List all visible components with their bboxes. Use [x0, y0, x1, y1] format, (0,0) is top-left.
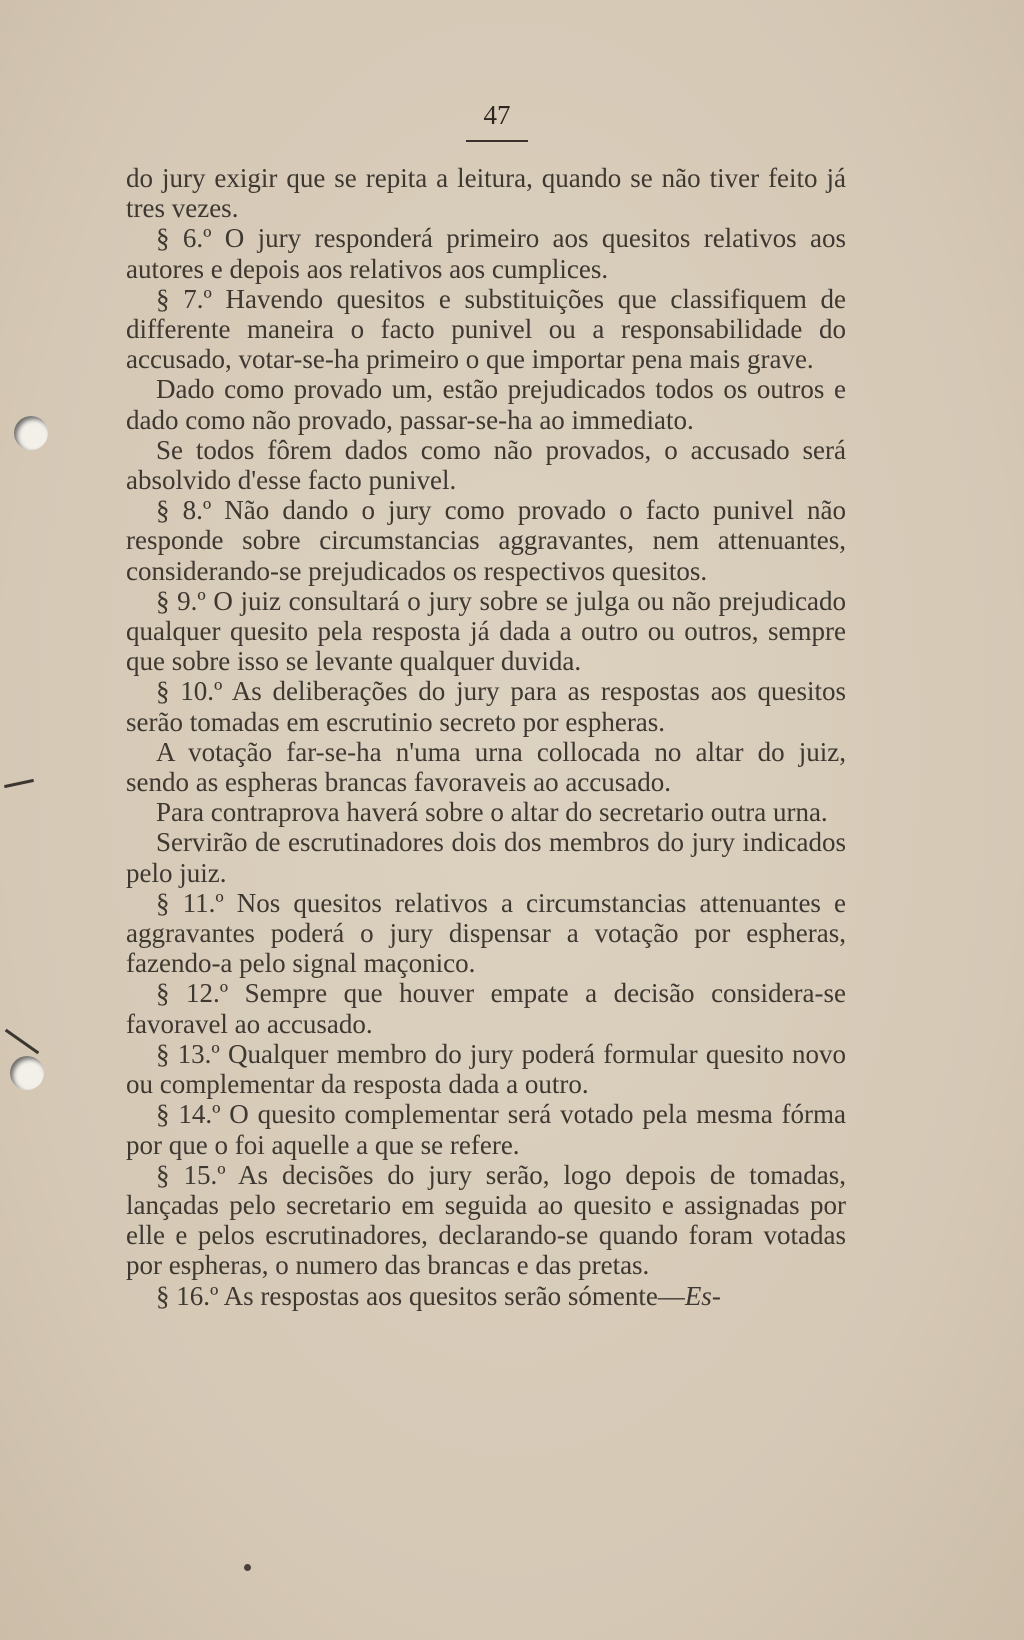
paragraph: Servirão de escrutinadores dois dos membros do jury indicados pelo juiz. [126, 827, 846, 888]
paragraph: § 10.º As deliberações do jury para as respostas aos quesitos serão tomadas em escrutinio secreto por espheras. [126, 676, 846, 737]
paragraph: § 6.º O jury responderá primeiro aos quesitos relativos aos autores e depois aos relativos aos cumplices. [126, 223, 846, 284]
ink-mark [5, 1029, 39, 1054]
paragraph: § 15.º As decisões do jury serão, logo depois de tomadas, lançadas pelo secretario em seguida ao quesito e assignadas por elle e pelos escrutinadores, declarando-se quando foram votadas por espheras, o numero das brancas e das pretas. [126, 1159, 846, 1281]
paragraph: § 12.º Sempre que houver empate a decisão considera-se favoravel ao accusado. [126, 978, 846, 1039]
binding-hole-icon [10, 1056, 44, 1090]
paragraph: Se todos fôrem dados como não provados, o accusado será absolvido d'esse facto punivel. [126, 434, 846, 496]
paragraph-last: § 16.º As respostas aos quesitos serão sómente—Es- [156, 1280, 721, 1311]
binding-hole-icon [14, 416, 48, 450]
paragraph: A votação far-se-ha n'uma urna collocada no altar do juiz, sendo as espheras brancas favoraveis ao accusado. [126, 736, 846, 798]
ink-spot [244, 1564, 251, 1571]
paragraph: § 13.º Qualquer membro do jury poderá formular quesito novo ou complementar da resposta dada a outro. [126, 1038, 846, 1100]
paragraph: Para contraprova haverá sobre o altar do secretario outra urna. [156, 797, 828, 828]
paragraph: § 9.º O juiz consultará o jury sobre se julga ou não prejudicado qualquer quesito pela resposta já dada a outro ou outros, sempre que sobre isso se levante qualquer duvida. [126, 585, 846, 677]
body-text [126, 163, 846, 1311]
italic-word: Es- [684, 1280, 721, 1311]
page-number: 47 [483, 100, 511, 130]
paragraph: do jury exigir que se repita a leitura, quando se não tiver feito já tres vezes. [126, 163, 846, 224]
paragraph: § 7.º Havendo quesitos e substituições que classifiquem de differente maneira o facto punivel ou a responsabilidade do accusado, votar-se-ha primeiro o que importar pena mais grave. [126, 283, 846, 375]
ink-mark [4, 779, 34, 788]
page-number-rule [466, 140, 528, 142]
paragraph: § 14.º O quesito complementar será votado pela mesma fórma por que o foi aquelle a que se refere. [126, 1099, 846, 1160]
paragraph: § 11.º Nos quesitos relativos a circumstancias attenuantes e aggravantes poderá o jury dispensar a votação por espheras, fazendo-a pelo signal maçonico. [126, 887, 846, 979]
paragraph: Dado como provado um, estão prejudicados todos os outros e dado como não provado, passar-se-ha ao immediato. [126, 374, 846, 435]
paragraph: § 8.º Não dando o jury como provado o facto punivel não responde sobre circumstancias aggravantes, nem attenuantes, considerando-se prejudicados os respectivos quesitos. [126, 495, 846, 586]
